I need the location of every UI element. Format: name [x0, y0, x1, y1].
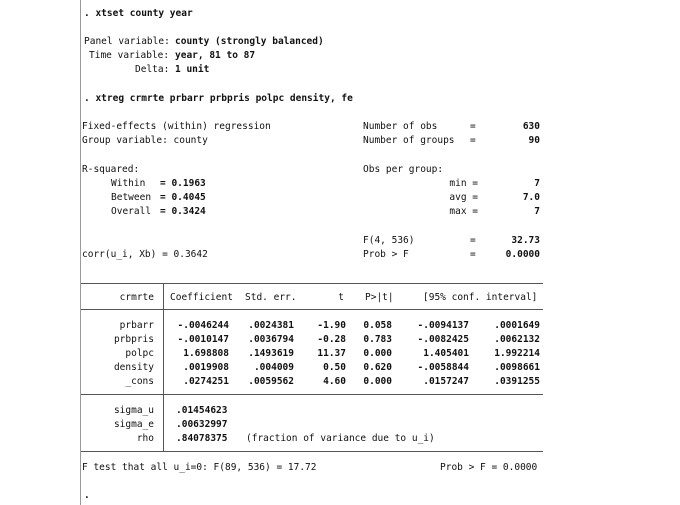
min-value: 7	[534, 178, 540, 189]
row-p: 0.620	[363, 362, 392, 373]
row-coef: 1.698808	[183, 348, 229, 359]
row-ci-low: 1.405401	[423, 348, 469, 359]
col-header-t: t	[338, 292, 344, 303]
within-label: Within	[111, 178, 146, 189]
row-variable: density	[113, 362, 154, 373]
delta-label: Delta:	[135, 64, 170, 75]
row-variable: prbarr	[119, 320, 154, 331]
row-ci-low: .0157247	[423, 376, 469, 387]
row-std-err: .0036794	[248, 334, 294, 345]
ngroups-equals: =	[470, 135, 476, 146]
row-t: 0.50	[323, 362, 346, 373]
avg-label: avg =	[449, 192, 478, 203]
max-label: max =	[449, 206, 478, 217]
within-value: = 0.1963	[160, 178, 206, 189]
panel-variable-value: county (strongly balanced)	[175, 36, 324, 47]
ngroups-value: 90	[528, 135, 540, 146]
model-title: Fixed-effects (within) regression	[82, 121, 271, 132]
row-ci-high: 1.992214	[494, 348, 540, 359]
row-p: 0.000	[363, 348, 392, 359]
f-stat-label: F(4, 536)	[363, 235, 415, 246]
between-label: Between	[111, 192, 152, 203]
table-header-rule	[81, 309, 543, 310]
row-ci-high: .0001649	[494, 320, 540, 331]
command-xtset: . xtset county year	[84, 8, 193, 19]
nobs-value: 630	[522, 121, 540, 132]
min-label: min =	[449, 178, 478, 189]
command-xtreg: . xtreg crmrte prbarr prbpris polpc density, fe	[84, 93, 353, 104]
f-test-prob: Prob > F = 0.0000	[440, 462, 538, 473]
sigma-u-value: .01454623	[176, 405, 228, 416]
table-bottom-rule	[81, 451, 543, 452]
prob-f-label: Prob > F	[363, 249, 409, 260]
row-ci-low: -.0058844	[417, 362, 469, 373]
sigma-e-label: sigma_e	[113, 419, 154, 430]
row-t: -0.28	[317, 334, 346, 345]
row-p: 0.000	[363, 376, 392, 387]
row-coef: .0274251	[183, 376, 229, 387]
row-variable: _cons	[125, 376, 154, 387]
col-header-coefficient: Coefficient	[170, 292, 233, 303]
rsquared-label: R-squared:	[82, 164, 140, 175]
table-sigma-rule	[81, 394, 543, 395]
delta-value: 1 unit	[175, 64, 210, 75]
row-std-err: .004009	[253, 362, 294, 373]
nobs-equals: =	[470, 121, 476, 132]
rho-value: .84078375	[176, 433, 228, 444]
ngroups-label: Number of groups	[363, 135, 455, 146]
row-ci-high: .0391255	[494, 376, 540, 387]
group-variable: Group variable: county	[82, 135, 208, 146]
f-stat-value: 32.73	[511, 235, 540, 246]
f-test-text: F test that all u_i=0: F(89, 536) = 17.72	[82, 462, 317, 473]
col-header-std-err: Std. err.	[245, 292, 297, 303]
row-ci-low: -.0094137	[417, 320, 469, 331]
row-std-err: .1493619	[248, 348, 294, 359]
prob-f-equals: =	[470, 249, 476, 260]
sigma-u-label: sigma_u	[113, 405, 154, 416]
row-p: 0.783	[363, 334, 392, 345]
row-ci-low: -.0082425	[417, 334, 469, 345]
row-ci-high: .0098661	[494, 362, 540, 373]
time-variable-value: year, 81 to 87	[175, 50, 256, 61]
row-t: 11.37	[317, 348, 346, 359]
between-value: = 0.4045	[160, 192, 206, 203]
left-margin-rule	[80, 0, 81, 505]
row-t: 4.60	[323, 376, 346, 387]
col-header-p: P>|t|	[365, 292, 394, 303]
row-std-err: .0059562	[248, 376, 294, 387]
rho-label: rho	[136, 433, 154, 444]
row-coef: -.0010147	[177, 334, 229, 345]
obs-per-group-label: Obs per group:	[363, 164, 444, 175]
nobs-label: Number of obs	[363, 121, 438, 132]
col-header-conf-interval: [95% conf. interval]	[423, 292, 538, 303]
sigma-e-value: .00632997	[176, 419, 228, 430]
row-t: -1.90	[317, 320, 346, 331]
prob-f-value: 0.0000	[505, 249, 540, 260]
row-variable: prbpris	[113, 334, 154, 345]
f-stat-equals: =	[470, 235, 476, 246]
table-top-rule	[81, 283, 543, 284]
panel-variable-label: Panel variable:	[84, 36, 170, 47]
row-ci-high: .0062132	[494, 334, 540, 345]
time-variable-label: Time variable:	[89, 50, 170, 61]
row-variable: polpc	[125, 348, 154, 359]
rho-note: (fraction of variance due to u_i)	[246, 433, 435, 444]
row-coef: .0019908	[183, 362, 229, 373]
overall-value: = 0.3424	[160, 206, 206, 217]
command-prompt[interactable]: .	[84, 490, 90, 501]
overall-label: Overall	[111, 206, 152, 217]
row-std-err: .0024381	[248, 320, 294, 331]
row-p: 0.058	[363, 320, 392, 331]
table-depvar: crmrte	[119, 292, 154, 303]
avg-value: 7.0	[522, 192, 540, 203]
row-coef: -.0046244	[177, 320, 229, 331]
max-value: 7	[534, 206, 540, 217]
corr-ui-xb: corr(u_i, Xb) = 0.3642	[82, 249, 208, 260]
